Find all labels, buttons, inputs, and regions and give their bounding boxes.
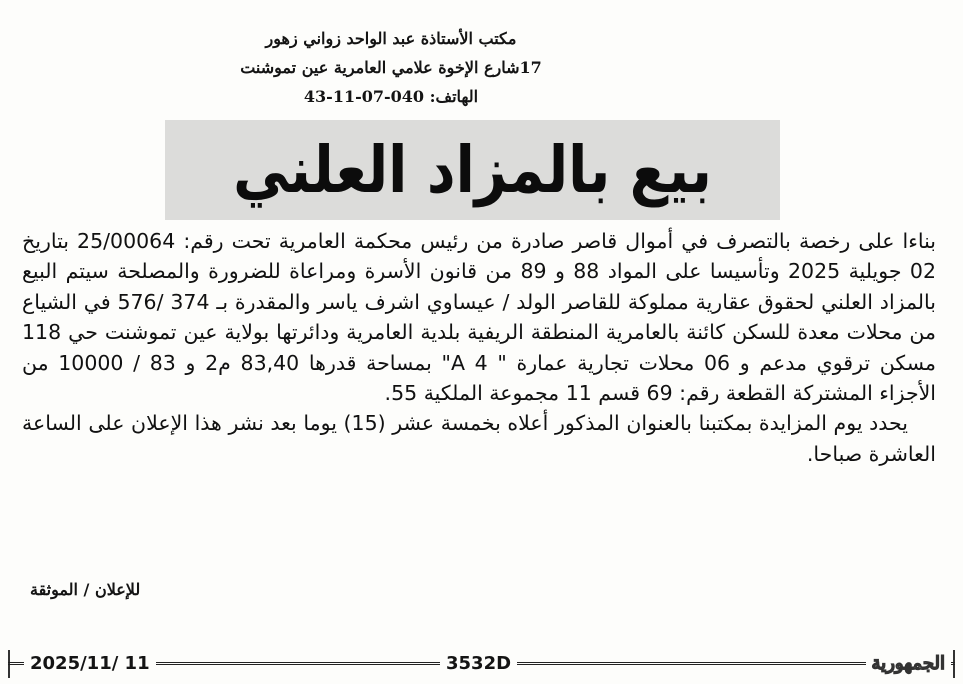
notice-code: 3532D bbox=[440, 652, 517, 676]
signature-text: للإعلان / الموثقة bbox=[30, 580, 141, 599]
office-address: 17شارع الإخوة علامي العامرية عين تموشنت bbox=[240, 58, 542, 77]
notice-body bbox=[22, 226, 936, 469]
notice-paragraph-2: يحدد يوم المزايدة بمكتبنا بالعنوان المذكور أعلاه بخمسة عشر (15) يوما بعد نشر هذا الإعلان على الساعة العاشرة صباحا. bbox=[22, 411, 936, 466]
notice-title: بيع بالمزاد العلني bbox=[233, 132, 712, 208]
title-banner bbox=[165, 120, 780, 220]
office-name: مكتب الأستاذة عبد الواحد زواني زهور bbox=[265, 29, 517, 48]
office-phone: الهاتف: 040-07-11-43 bbox=[303, 87, 479, 106]
notary-office-header bbox=[191, 24, 591, 111]
notice-paragraph-1: بناءا على رخصة بالتصرف في أموال قاصر صادرة من رئيس محكمة العامرية تحت رقم: 25/00064 بتاريخ 02 جويلية 2025 وتأسيسا على المواد 88 و 89 من قانون الأسرة ومراعاة للضرورة والمصلحة سيتم البيع بالمزاد العلني لحقوق عقارية مملوكة للقاصر الولد / عيساوي اشرف ياسر والمقدرة بـ 374 /576 في الشياع من محلات معدة للسكن كائنة بالعامرية المنطقة الريفية بلدية العامرية ودائرتها بولاية عين تموشنت حي 118 مسكن ترقوي مدعم و 06 محلات تجارية عمارة " A 4" بمساحة قدرها 83,40 م2 و 83 / 10000 من الأجزاء المشتركة القطعة رقم: 69 قسم 11 مجموعة الملكية 55. bbox=[22, 229, 936, 406]
publication-date: 2025/11/ 11 bbox=[24, 652, 156, 676]
newspaper-logo: الجمهورية bbox=[866, 652, 951, 676]
footer-bar bbox=[8, 652, 955, 676]
signature bbox=[30, 580, 190, 599]
